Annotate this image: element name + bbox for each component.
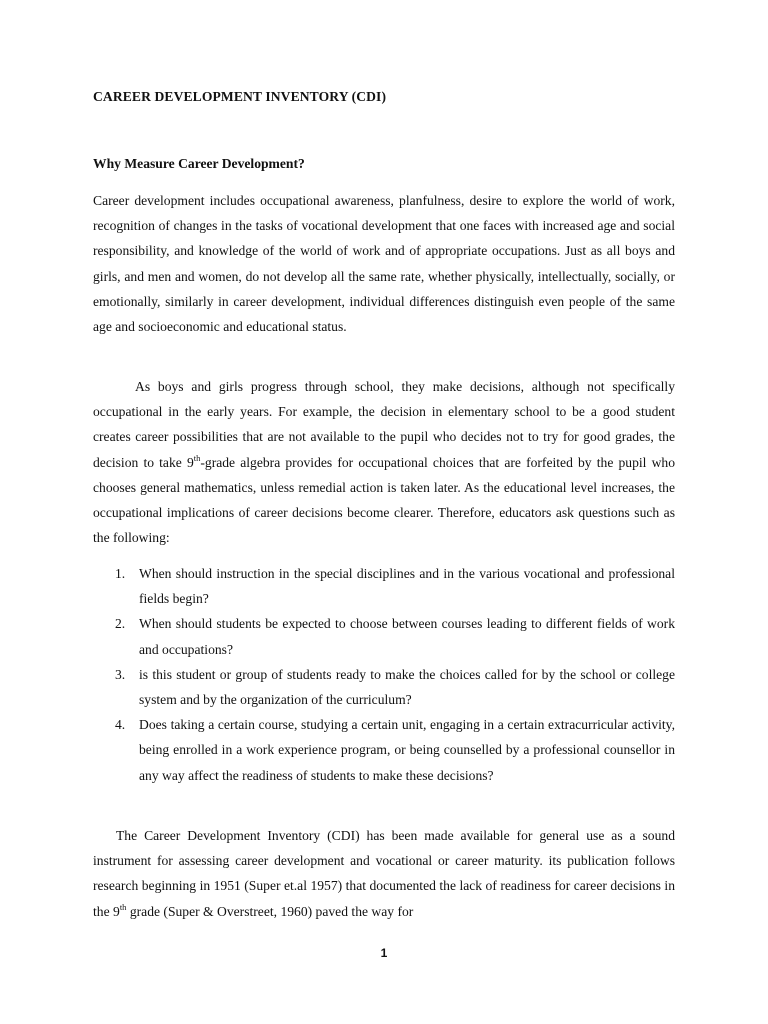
list-item-text: Does taking a certain course, studying a certain unit, engaging in a certain extracurricular activity, being enrolled in a work experience program, or being counselled by a professional counsellor in any way affect the readiness of students to make these decisions? [139,717,675,783]
superscript: th [193,452,201,463]
list-item-text: is this student or group of students ready to make the choices called for by the school or college system and by the organization of the curriculum? [139,666,675,708]
paragraph-text: grade (Super & Overstreet, 1960) paved the way for [126,903,414,919]
page-number: 1 [380,946,388,960]
paragraph-text: As boys and girls progress through school, they make decisions, although not specifically occupational in the early years. For example, the decision in elementary school to be a good student creates career possibilities that are not available to the pupil who decides not to try for good grades, the decision to take 9 [93,379,675,470]
list-item [93,662,675,712]
paragraph-text: -grade algebra provides for occupational choices that are forfeited by the pupil who chooses general mathematics, unless remedial action is taken later. As the educational level increases, the occupational implications of career decisions become clearer. Therefore, educators ask questions such as the following: [93,454,675,546]
paragraph-text: The Career Development Inventory (CDI) has been made available for general use as a sound instrument for assessing career development and vocational or career maturity. its publication follows research beginning in 1951 (Super et.al 1957) that documented the lack of readiness for career decisions in the 9 [93,828,675,919]
paragraph-career-development-definition: Career development includes occupational awareness, planfulness, desire to explore the world of work, recognition of changes in the tasks of vocational development that one faces with increased age and social responsibility, and knowledge of the world of work and of appropriate occupations. Just as all boys and girls, and men and women, do not develop all the same rate, whether physically, intellectually, socially, or emotionally, similarly in career development, individual differences distinguish even people of the same age and socioeconomic and educational status. [93,193,675,335]
educator-questions-list [93,561,675,788]
superscript: th [119,901,127,912]
paragraph-cdi-availability [93,823,675,924]
section-heading: Why Measure Career Development? [93,156,305,171]
paragraph-school-decisions [93,374,675,550]
list-number: 4. [115,717,126,733]
list-number: 3. [115,666,126,682]
list-item [93,611,675,661]
document-title: CAREER DEVELOPMENT INVENTORY (CDI) [93,89,387,104]
list-item-text: When should students be expected to choose between courses leading to different fields of work and occupations? [139,616,675,657]
list-item-text: When should instruction in the special disciplines and in the various vocational and professional fields begin? [139,566,675,607]
list-item [93,561,675,611]
list-item [93,712,675,788]
list-number: 2. [115,616,126,632]
list-number: 1. [115,566,126,581]
